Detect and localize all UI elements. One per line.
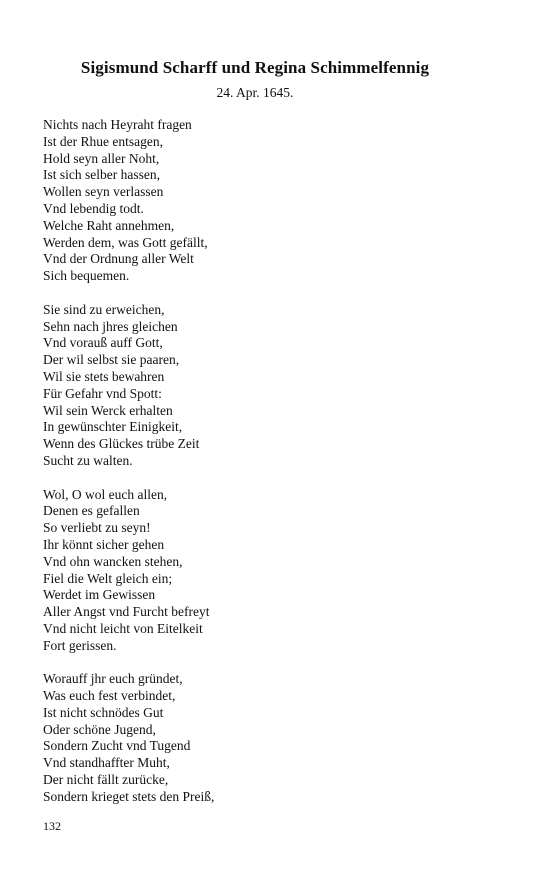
poem-line: Werden dem, was Gott gefällt, <box>43 234 208 250</box>
poem-line: So verliebt zu seyn! <box>43 520 151 536</box>
poem-line: Der nicht fällt zurücke, <box>43 772 169 788</box>
poem-line: Der wil selbst sie paaren, <box>43 352 180 368</box>
poem-line: Fort gerissen. <box>43 637 117 653</box>
poem-line: Sehn nach jhres gleichen <box>43 318 178 334</box>
poem-line: Wenn des Glückes trübe Zeit <box>43 436 200 452</box>
poem-date: 24. Apr. 1645. <box>216 85 294 100</box>
stanza-2 <box>43 302 503 470</box>
poem-line: Ist der Rhue entsagen, <box>43 133 163 149</box>
poem-line: In gewünschter Einigkeit, <box>43 419 183 435</box>
poem-line: Ist sich selber hassen, <box>43 167 160 183</box>
stanza-4 <box>43 671 503 805</box>
poem-line: Vnd der Ordnung aller Welt <box>43 251 194 267</box>
poem-line: Fiel die Welt gleich ein; <box>43 570 173 586</box>
poem-line: Sucht zu walten. <box>43 452 133 468</box>
poem-line: Denen es gefallen <box>43 503 140 519</box>
poem-line: Vnd ohn wancken stehen, <box>43 553 183 569</box>
poem-line: Wil sie stets bewahren <box>43 368 165 384</box>
poem-line: Sie sind zu erweichen, <box>43 301 165 317</box>
poem-line: Nichts nach Heyraht fragen <box>43 117 192 132</box>
poem-line: Werdet im Gewissen <box>43 587 156 603</box>
poem-line: Sich bequemen. <box>43 268 130 284</box>
poem-line: Wol, O wol euch allen, <box>43 486 168 502</box>
poem-line: Ihr könnt sicher gehen <box>43 536 165 552</box>
poem-line: Was euch fest verbindet, <box>43 688 176 704</box>
poem-line: Oder schöne Jugend, <box>43 721 156 737</box>
poem-line: Wollen seyn verlassen <box>43 184 164 200</box>
poem-line: Hold seyn aller Noht, <box>43 150 160 166</box>
poem-line: Ist nicht schnödes Gut <box>43 704 164 720</box>
poem-title: Sigismund Scharff und Regina Schimmelfennig <box>80 58 430 77</box>
poem-body <box>43 117 503 822</box>
poem-line: Vnd nicht leicht von Eitelkeit <box>43 620 203 636</box>
poem-line: Vnd vorauß auff Gott, <box>43 335 163 351</box>
poem-line: Für Gefahr vnd Spott: <box>43 385 162 401</box>
stanza-1 <box>43 117 503 285</box>
poem-line: Sondern krieget stets den Preiß, <box>43 788 215 804</box>
poem-line: Vnd lebendig todt. <box>43 200 144 216</box>
poem-line: Welche Raht annehmen, <box>43 217 175 233</box>
poem-line: Sondern Zucht vnd Tugend <box>43 738 191 754</box>
poem-line: Aller Angst vnd Furcht befreyt <box>43 604 210 620</box>
poem-line: Worauff jhr euch gründet, <box>43 671 183 687</box>
poem-line: Wil sein Werck erhalten <box>43 402 173 418</box>
stanza-3 <box>43 487 503 655</box>
page-number: 132 <box>43 819 61 833</box>
poem-line: Vnd standhaffter Muht, <box>43 755 170 771</box>
